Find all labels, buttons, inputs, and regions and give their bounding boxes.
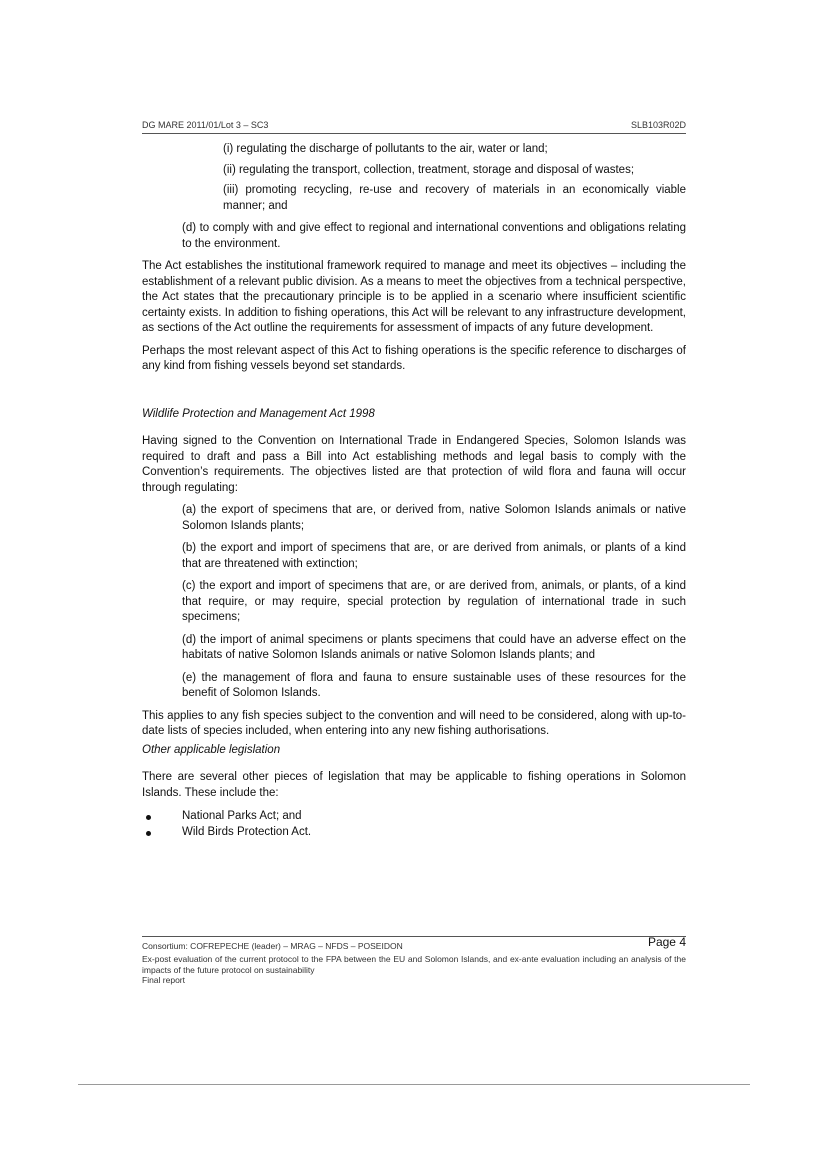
objective-e: (e) the management of flora and fauna to ensure sustainable uses of these resources for the benefit of Solomon Islands.: [182, 671, 686, 699]
bullet-icon: [146, 815, 151, 820]
legislation-list: [142, 809, 686, 840]
objective-d: (d) the import of animal specimens or plants specimens that could have an adverse effect on the habitats of native Solomon Islands animals or native Solomon Islands plants; and: [182, 633, 686, 661]
section-heading-wildlife-act: Wildlife Protection and Management Act 1998: [142, 407, 375, 420]
list-item-iii: (iii) promoting recycling, re-use and recovery of materials in an economically viable manner; and: [223, 184, 686, 212]
list-item-ii: (ii) regulating the transport, collection, treatment, storage and disposal of wastes;: [223, 163, 635, 176]
paragraph-cites: Having signed to the Convention on International Trade in Endangered Species, Solomon Islands was required to draft and pass a Bill into Act establishing methods and legal basis to comply with the Convention’s requirements. The objectives listed are that protection of wild flora and fauna will occur through regulating:: [142, 435, 686, 494]
header-doc-code: SLB103R02D: [630, 120, 686, 130]
bullet-icon: [146, 831, 151, 836]
main-content: [142, 142, 686, 840]
footer-consortium: Consortium: COFREPECHE (leader) – MRAG – NFDS – POSEIDON: [142, 941, 403, 951]
paragraph-fish-species: This applies to any fish species subject to the convention and will need to be considered, along with up-to-date lists of species included, when entering into any new fishing authorisations.: [142, 709, 686, 737]
list-item-d: (d) to comply with and give effect to regional and international conventions and obligations relating to the environment.: [182, 222, 686, 250]
list-item-text: National Parks Act; and: [182, 810, 302, 822]
objective-c: (c) the export and import of specimens that are, or are derived from, animals, or plants, of a kind that require, or may require, special protection by regulation of international trade in such specimens;: [182, 580, 686, 623]
list-item: [142, 809, 686, 825]
paragraph-discharges: Perhaps the most relevant aspect of this Act to fishing operations is the specific reference to discharges of any kind from fishing vessels beyond set standards.: [142, 344, 686, 372]
footer-report-type: Final report: [142, 975, 185, 985]
list-item-i: (i) regulating the discharge of pollutants to the air, water or land;: [223, 143, 548, 155]
page-header: [142, 118, 686, 134]
list-item-text: Wild Birds Protection Act.: [182, 825, 312, 838]
list-item: [142, 825, 686, 841]
paragraph-other-legislation: There are several other pieces of legislation that may be applicable to fishing operations in Solomon Islands. These include the:: [142, 771, 686, 799]
objective-b: (b) the export and import of specimens that are, or are derived from animals, or plants of a kind that are threatened with extinction;: [182, 542, 686, 570]
section-heading-other-legislation: Other applicable legislation: [142, 743, 281, 756]
page-number: Page 4: [647, 935, 686, 949]
header-project-ref: DG MARE 2011/01/Lot 3 – SC3: [142, 120, 269, 130]
page-bottom-divider: [78, 1084, 750, 1085]
objective-a: (a) the export of specimens that are, or derived from, native Solomon Islands animals or native Solomon Islands plants;: [182, 504, 686, 532]
paragraph-institutional-framework: The Act establishes the institutional framework required to manage and meet its objectives – including the establishment of a relevant public division. As a means to meet the objectives from a technical perspective, the Act states that the precautionary principle is to be applied in a scenario where insufficient scientific certainty exists. In addition to fishing operations, this Act will be relevant to any infrastructure development, as sections of the Act outline the requirements for assessment of impacts of any future development.: [142, 260, 686, 334]
footer-description: Ex-post evaluation of the current protocol to the FPA between the EU and Solomon Islands, and ex-ante evaluation including an analysis of the impacts of the future protocol on sustainability: [142, 954, 686, 975]
page-footer: [142, 936, 686, 986]
